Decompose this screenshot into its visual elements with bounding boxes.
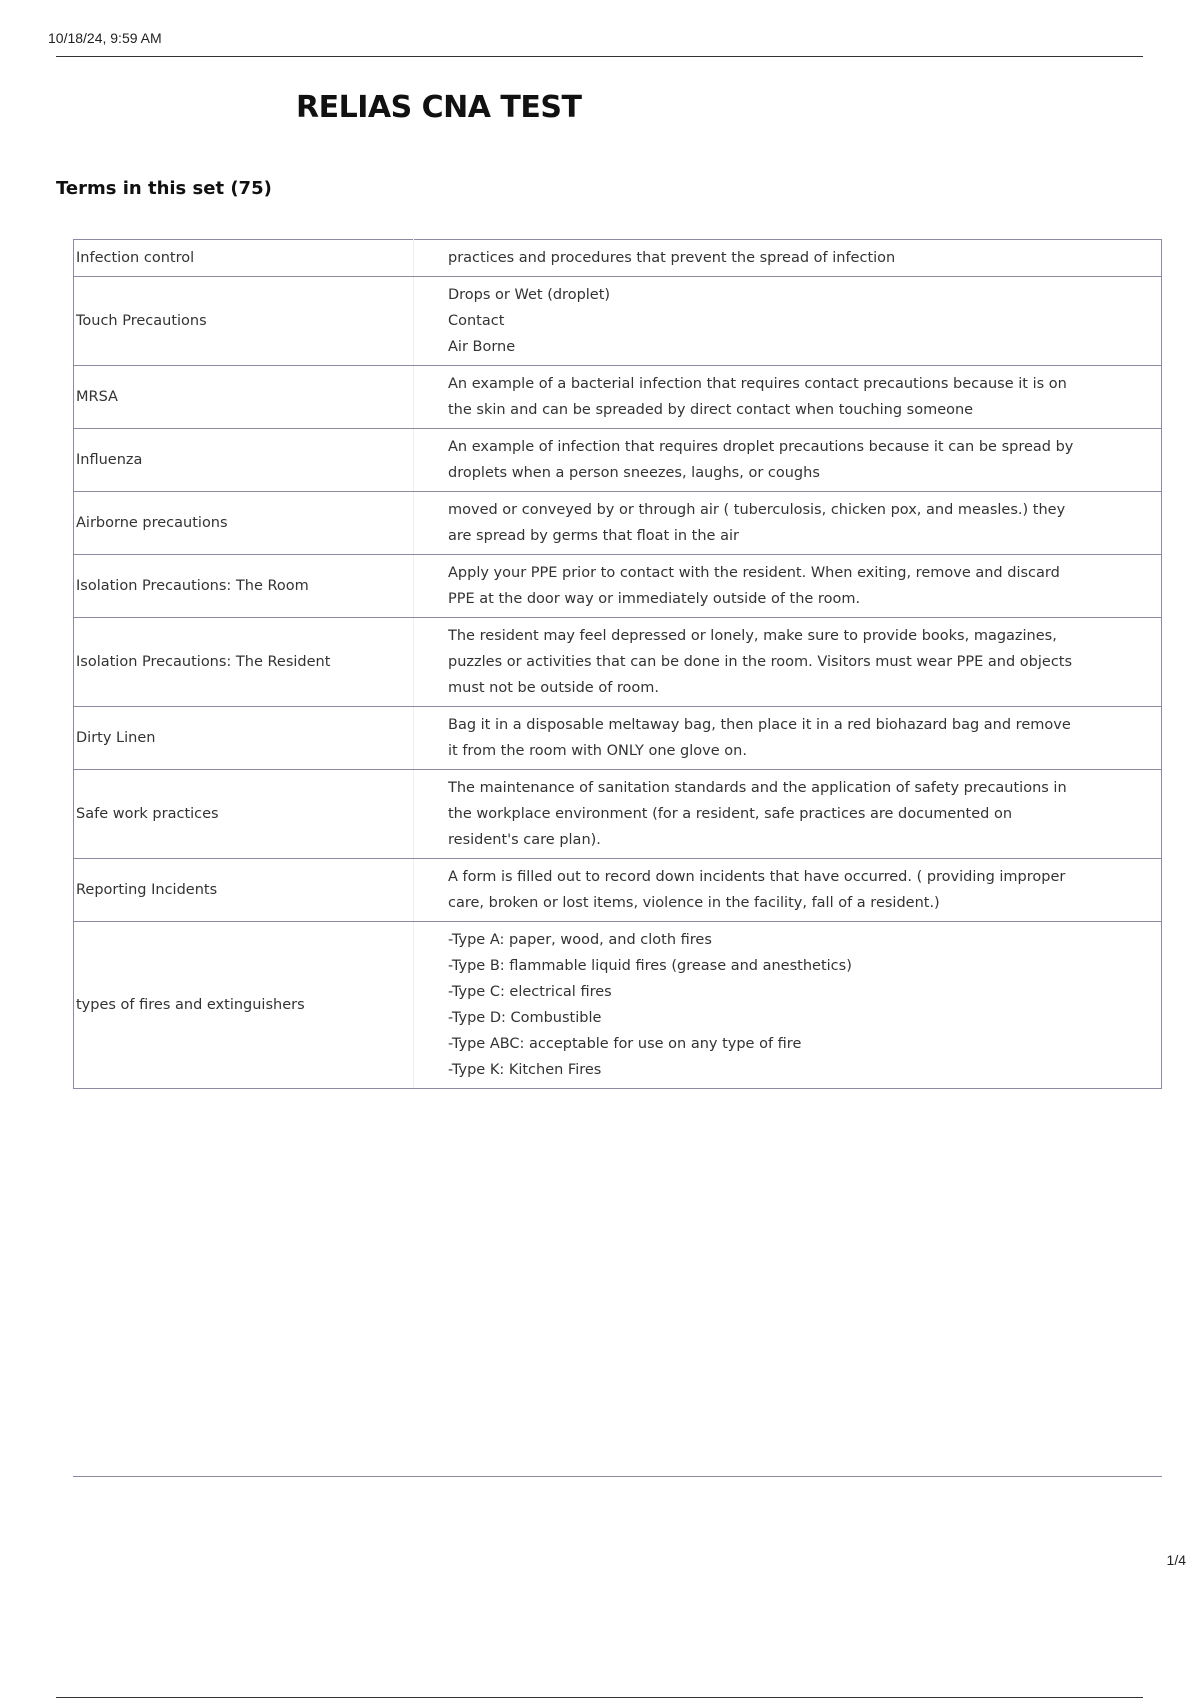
content-divider	[73, 1476, 1162, 1477]
table-row	[74, 707, 1162, 770]
term-cell: Infection control	[74, 240, 414, 277]
print-timestamp: 10/18/24, 9:59 AM	[48, 30, 162, 46]
definition-cell	[414, 277, 1162, 366]
term-cell: Isolation Precautions: The Resident	[74, 618, 414, 707]
definition-line: A form is filled out to record down incidents that have occurred. ( providing improper care, broken or lost items, violence in the facility, fall of a resident.)	[448, 869, 1066, 911]
page-title: RELIAS CNA TEST	[296, 90, 582, 125]
definition-cell	[414, 555, 1162, 618]
terms-count-heading: Terms in this set (75)	[56, 178, 272, 199]
term-cell: Touch Precautions	[74, 277, 414, 366]
definition-line: The maintenance of sanitation standards and the application of safety precautions in the workplace environment (for a resident, safe practices are documented on resident's care plan).	[448, 780, 1067, 848]
definition-cell	[414, 429, 1162, 492]
definition-line: An example of a bacterial infection that requires contact precautions because it is on the skin and can be spreaded by direct contact when touching someone	[448, 376, 1067, 418]
definition-line: moved or conveyed by or through air ( tuberculosis, chicken pox, and measles.) they are spread by germs that float in the air	[448, 502, 1066, 544]
definition-line: -Type B: flammable liquid fires (grease and anesthetics)	[448, 958, 852, 974]
definition-line: practices and procedures that prevent the spread of infection	[448, 250, 896, 266]
definition-cell	[414, 922, 1162, 1089]
term-cell: MRSA	[74, 366, 414, 429]
definition-cell	[414, 492, 1162, 555]
table-row	[74, 859, 1162, 922]
term-cell: types of fires and extinguishers	[74, 922, 414, 1089]
term-cell: Airborne precautions	[74, 492, 414, 555]
table-row	[74, 366, 1162, 429]
term-cell: Dirty Linen	[74, 707, 414, 770]
definition-cell	[414, 618, 1162, 707]
header-divider	[56, 56, 1143, 57]
definition-cell	[414, 240, 1162, 277]
definition-cell	[414, 859, 1162, 922]
definition-line: Contact	[448, 313, 505, 329]
table-row	[74, 555, 1162, 618]
table-row	[74, 770, 1162, 859]
footer-divider	[56, 1697, 1143, 1698]
definition-line: Bag it in a disposable meltaway bag, then place it in a red biohazard bag and remove it from the room with ONLY one glove on.	[448, 717, 1071, 759]
definition-line: -Type C: electrical fires	[448, 984, 612, 1000]
definition-cell	[414, 366, 1162, 429]
terms-table	[73, 239, 1162, 1089]
terms-table-body	[74, 240, 1162, 1089]
term-cell: Isolation Precautions: The Room	[74, 555, 414, 618]
page-number: 1/4	[1166, 1552, 1186, 1568]
term-cell: Safe work practices	[74, 770, 414, 859]
term-cell: Influenza	[74, 429, 414, 492]
definition-line: An example of infection that requires droplet precautions because it can be spread by droplets when a person sneezes, laughs, or coughs	[448, 439, 1074, 481]
definition-line: The resident may feel depressed or lonely, make sure to provide books, magazines, puzzles or activities that can be done in the room. Visitors must wear PPE and objects must not be outside of room.	[448, 628, 1073, 696]
definition-line: -Type K: Kitchen Fires	[448, 1062, 602, 1078]
definition-line: Air Borne	[448, 339, 516, 355]
definition-cell	[414, 770, 1162, 859]
table-row	[74, 618, 1162, 707]
definition-line: Apply your PPE prior to contact with the resident. When exiting, remove and discard PPE at the door way or immediately outside of the room.	[448, 565, 1060, 607]
definition-cell	[414, 707, 1162, 770]
term-cell: Reporting Incidents	[74, 859, 414, 922]
definition-line: -Type D: Combustible	[448, 1010, 602, 1026]
definition-line: -Type A: paper, wood, and cloth fires	[448, 932, 712, 948]
table-row	[74, 492, 1162, 555]
definition-line: Drops or Wet (droplet)	[448, 287, 611, 303]
table-row	[74, 429, 1162, 492]
definition-line: -Type ABC: acceptable for use on any type of fire	[448, 1036, 802, 1052]
table-row	[74, 277, 1162, 366]
table-row	[74, 922, 1162, 1089]
table-row	[74, 240, 1162, 277]
